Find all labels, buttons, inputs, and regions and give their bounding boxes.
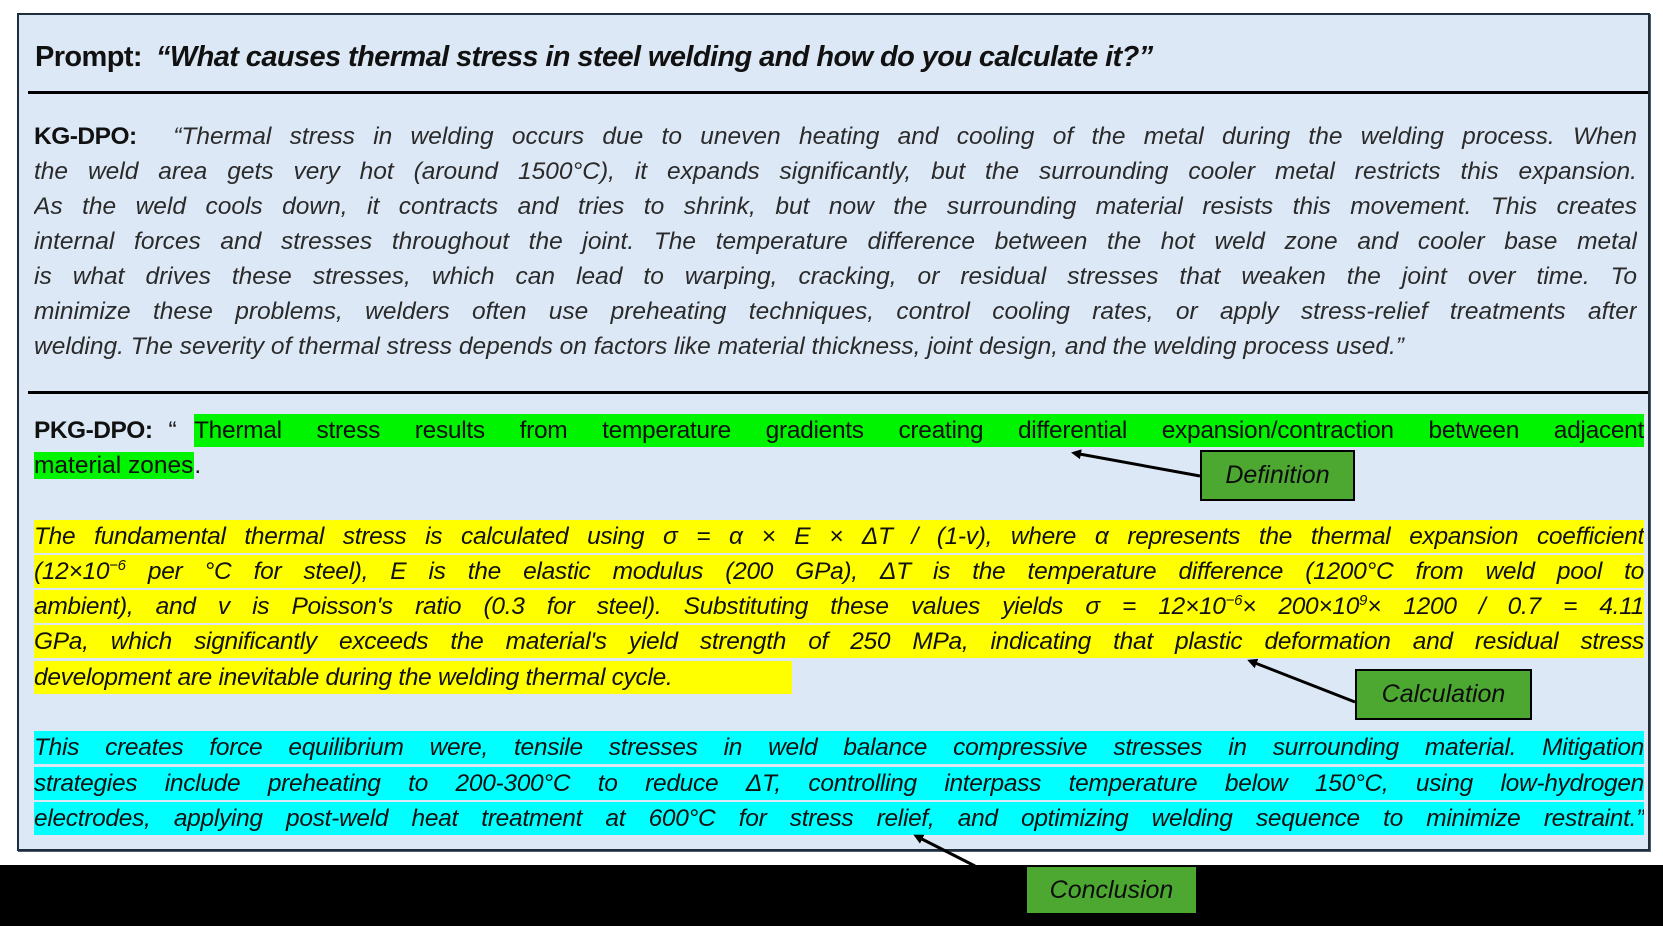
exponent: 9 <box>1359 591 1368 609</box>
calculation-tag <box>1355 669 1532 720</box>
divider-kg-dpo <box>28 391 1648 394</box>
calculation-line <box>34 555 1644 588</box>
conclusion-line <box>34 767 1644 800</box>
prompt-label: Prompt: <box>35 41 142 73</box>
definition-tag-label: Definition <box>1225 461 1330 489</box>
conclusion-text: electrodes, applying post-weld heat treatment at 600°C for stress relief, and optimizing welding sequence to minimize restraint.” <box>34 805 1644 832</box>
kg-dpo-text: minimize these problems, welders often use preheating techniques, control cooling rates, or apply stress-relief treatments after <box>34 298 1637 325</box>
kg-dpo-text: “Thermal stress in welding occurs due to uneven heating and cooling of the metal during the welding process. When <box>173 123 1637 150</box>
kg-dpo-label: KG-DPO: <box>34 123 137 150</box>
conclusion-text: This creates force equilibrium were, tensile stresses in weld balance compressive stresses in surrounding material. Mitigation <box>34 734 1644 761</box>
kg-dpo-line <box>34 330 1637 363</box>
kg-dpo-text: is what drives these stresses, which can lead to warping, cracking, or residual stresses that weaken the joint over time. To <box>34 263 1637 290</box>
kg-dpo-text: the weld area gets very hot (around 1500°C), it expands significantly, but the surrounding cooler metal restricts this expansion. <box>34 158 1637 185</box>
conclusion-line <box>34 731 1644 764</box>
definition-tag <box>1200 450 1355 501</box>
pkg-dpo-label: PKG-DPO: <box>34 417 153 444</box>
definition-text: Thermal stress results from temperature gradients creating differential expansion/contraction between adjacent <box>194 417 1644 444</box>
calculation-text: × 200×10 <box>1242 593 1360 620</box>
definition-period: . <box>194 452 202 479</box>
calculation-line <box>34 520 1644 553</box>
definition-highlight: material zones <box>34 452 194 479</box>
calculation-text: The fundamental thermal stress is calculated using σ = α × E × ΔT / (1-v), where α represents the thermal expansion coefficient <box>34 523 1644 550</box>
kg-dpo-line <box>34 155 1637 188</box>
definition-line-2 <box>34 449 334 482</box>
kg-dpo-line <box>34 190 1637 223</box>
calculation-line <box>34 661 792 694</box>
bottom-band <box>0 865 1663 926</box>
open-quote: “ <box>168 417 177 444</box>
calculation-text: ambient), and v is Poisson's ratio (0.3 for steel). Substituting these values yields σ = 12×10 <box>34 593 1226 620</box>
prompt-heading <box>35 38 1153 76</box>
prompt-question: “What causes thermal stress in steel welding and how do you calculate it?” <box>155 41 1153 73</box>
conclusion-tag-label: Conclusion <box>1049 875 1174 904</box>
calculation-tag-label: Calculation <box>1381 680 1506 708</box>
calculation-text: development are inevitable during the welding thermal cycle. <box>34 664 673 691</box>
calculation-text: (12×10 <box>34 558 110 585</box>
kg-dpo-line <box>34 225 1637 258</box>
conclusion-text: strategies include preheating to 200-300°C to reduce ΔT, controlling interpass temperature below 150°C, using low-hydrogen <box>34 770 1644 797</box>
calculation-line <box>34 590 1644 623</box>
kg-dpo-text: welding. The severity of thermal stress depends on factors like material thickness, joint design, and the welding process used.” <box>34 333 1404 360</box>
calculation-text: × 1200 / 0.7 = 4.11 <box>1367 593 1644 620</box>
calculation-line <box>34 625 1644 658</box>
kg-dpo-line <box>34 260 1637 293</box>
pkg-dpo-heading <box>34 414 176 447</box>
kg-dpo-text: As the weld cools down, it contracts and tries to shrink, but now the surrounding material resists this movement. This creates <box>34 193 1637 220</box>
kg-dpo-line <box>34 120 1637 153</box>
calculation-text: GPa, which significantly exceeds the material's yield strength of 250 MPa, indicating that plastic deformation and residual stress <box>34 628 1644 655</box>
kg-dpo-text: internal forces and stresses throughout the joint. The temperature difference between the hot weld zone and cooler base metal <box>34 228 1637 255</box>
conclusion-line <box>34 802 1644 835</box>
definition-highlight <box>194 414 1644 447</box>
divider-prompt <box>28 91 1648 94</box>
exponent: −6 <box>1225 591 1243 609</box>
conclusion-tag <box>1025 865 1198 915</box>
calculation-text: per °C for steel), E is the elastic modulus (200 GPa), ΔT is the temperature difference (1200°C from weld pool to <box>125 558 1644 585</box>
kg-dpo-line <box>34 295 1637 328</box>
exponent: −6 <box>109 556 126 574</box>
